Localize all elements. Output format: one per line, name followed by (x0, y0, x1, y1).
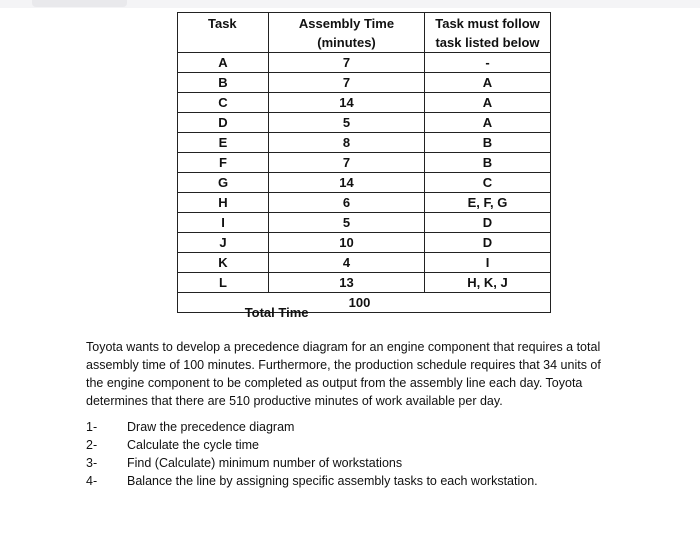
list-item-text: Draw the precedence diagram (127, 420, 295, 434)
cell-predecessor: H, K, J (425, 273, 551, 293)
total-label-cell (178, 293, 309, 320)
cell-task: J (178, 233, 269, 253)
table-row (178, 253, 551, 273)
total-label: Total Time (244, 304, 309, 320)
header-task: Task (178, 13, 269, 53)
list-item (86, 454, 538, 472)
table-header-row (178, 13, 551, 53)
list-item-number: 4- (86, 474, 98, 488)
cell-time: 13 (269, 273, 425, 293)
cell-time: 7 (269, 73, 425, 93)
task-table (177, 12, 551, 320)
cell-time: 14 (269, 173, 425, 193)
table-row (178, 113, 551, 133)
cell-predecessor: A (425, 93, 551, 113)
list-item-number: 3- (86, 456, 98, 470)
cell-task: C (178, 93, 269, 113)
cell-task: I (178, 213, 269, 233)
cell-time: 5 (269, 113, 425, 133)
list-item-number: 2- (86, 438, 98, 452)
cell-task: L (178, 273, 269, 293)
cell-time: 8 (269, 133, 425, 153)
list-item (86, 418, 538, 436)
cell-task: K (178, 253, 269, 273)
cell-task: F (178, 153, 269, 173)
browser-tab (32, 0, 127, 7)
task-list (86, 418, 538, 490)
cell-predecessor: D (425, 233, 551, 253)
cell-predecessor: A (425, 73, 551, 93)
cell-task: H (178, 193, 269, 213)
table-row (178, 173, 551, 193)
cell-task: A (178, 53, 269, 73)
problem-paragraph: Toyota wants to develop a precedence diagram for an engine component that requires a total assembly time of 100 minutes. Furthermore, the production schedule requires that 34 units of the engine component to be completed as output from the assembly line each day. Toyota determines that there are 510 productive minutes of work available per day. (86, 340, 601, 408)
cell-task: G (178, 173, 269, 193)
total-value: 100 (269, 293, 425, 313)
table-row (178, 93, 551, 113)
list-item-number: 1- (86, 420, 98, 434)
cell-predecessor: B (425, 133, 551, 153)
table-row (178, 273, 551, 293)
cell-predecessor: B (425, 153, 551, 173)
top-strip (0, 0, 700, 8)
table-row (178, 233, 551, 253)
table-row (178, 213, 551, 233)
cell-time: 4 (269, 253, 425, 273)
cell-predecessor: D (425, 213, 551, 233)
cell-task: D (178, 113, 269, 133)
list-item (86, 472, 538, 490)
header-predecessor: Task must follow task listed below (425, 13, 551, 53)
total-row (178, 293, 551, 313)
cell-time: 14 (269, 93, 425, 113)
cell-predecessor: E, F, G (425, 193, 551, 213)
list-item-text: Find (Calculate) minimum number of workstations (127, 456, 403, 470)
cell-task: B (178, 73, 269, 93)
cell-predecessor: I (425, 253, 551, 273)
table-row (178, 133, 551, 153)
list-item-text: Balance the line by assigning specific assembly tasks to each workstation. (127, 474, 538, 488)
cell-predecessor: C (425, 173, 551, 193)
cell-time: 10 (269, 233, 425, 253)
cell-time: 5 (269, 213, 425, 233)
cell-time: 6 (269, 193, 425, 213)
table-row (178, 153, 551, 173)
header-assembly-time: Assembly Time (minutes) (269, 13, 425, 53)
cell-predecessor: - (425, 53, 551, 73)
cell-predecessor: A (425, 113, 551, 133)
table-row (178, 53, 551, 73)
total-empty-cell (425, 293, 551, 313)
cell-time: 7 (269, 53, 425, 73)
cell-task: E (178, 133, 269, 153)
table-row (178, 73, 551, 93)
table-row (178, 193, 551, 213)
list-item-text: Calculate the cycle time (127, 438, 260, 452)
cell-time: 7 (269, 153, 425, 173)
list-item (86, 436, 538, 454)
